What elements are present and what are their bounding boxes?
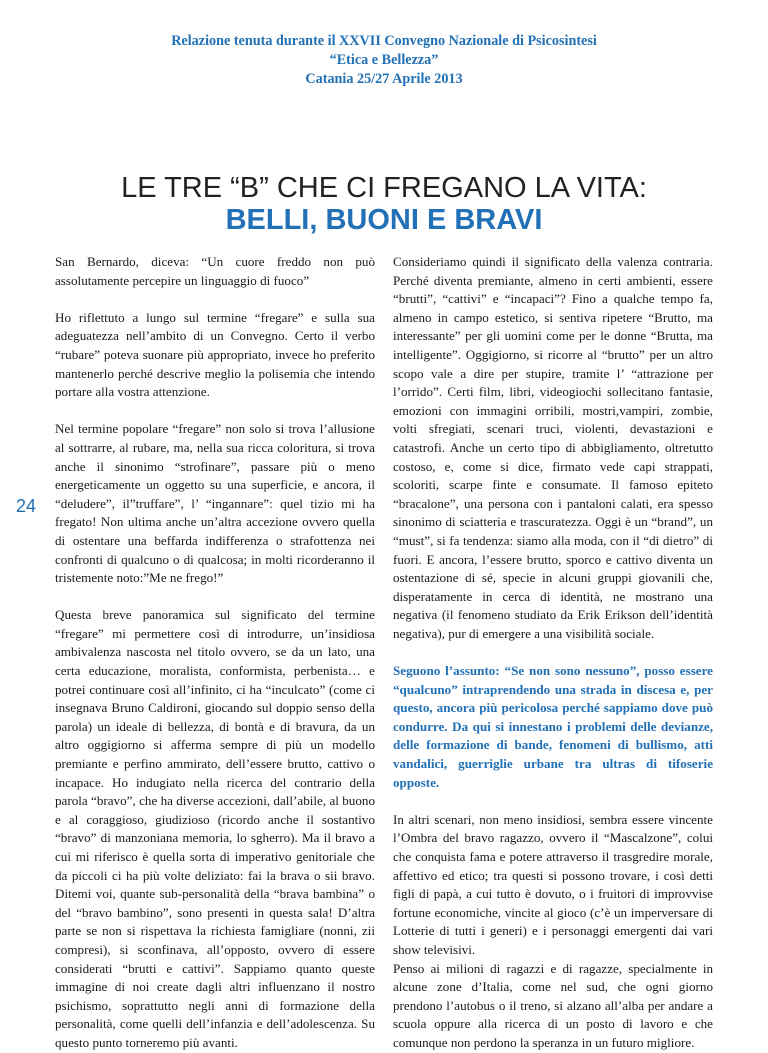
article-title	[0, 172, 768, 236]
paragraph: Nel termine popolare “fregare” non solo si trova l’allusione al sottrarre, al rubare, ma, nella sua ricca coloritura, si trova anche il sinonimo “strofinare”, passare più o meno energeticamente un oggetto su una superficie, e ancora, il “deludere”, il”truffare”, l’ “ingannare”: quel tizio mi ha fregato! Non ultima anche un’altra accezione ovvero quella di ostentare una beffarda indifferenza o strafottenza nei confronti di qualcuno o di qualcosa; in molti ricorderanno il tristemente noto:”Me ne frego!”	[55, 421, 375, 586]
right-column	[393, 253, 713, 1053]
title-line-1: LE TRE “B” CHE CI FREGANO LA VITA:	[121, 172, 647, 204]
paragraph: In altri scenari, non meno insidiosi, sembra essere vincente l’Ombra del bravo ragazzo, ovvero il “Mascalzone”, colui che conquista fama e potere attraverso il trasgredire morale, affettivo ed etico; tra questi si possono trovare, i così detti figli di papà, a cui tutto è dovuto, o i fruitori di improvvise fortune economiche, vincite al gioco (c’è un imperversare di Lotterie di tutti i generi) e i personaggi emergenti dai vari show televisivi.	[393, 811, 713, 957]
paragraph: San Bernardo, diceva: “Un cuore freddo non può assolutamente percepire un linguaggio di fuoco”	[55, 254, 375, 288]
page-number: 24	[16, 496, 37, 516]
title-line-2: BELLI, BUONI E BRAVI	[225, 204, 543, 236]
paragraph: Ho riflettuto a lungo sul termine “fregare” e sulla sua adeguatezza nell’ambito di un Convegno. Certo il verbo “rubare” poteva suonare più appropriato, invece ho preferito mantenerlo perché descrive meglio la polisemia che intendo portare alla vostra attenzione.	[55, 309, 375, 400]
paragraph: Questa breve panoramica sul significato del termine “fregare” mi permettere così di introdurre, un’insidiosa ambivalenza nascosta nel titolo ovvero, se da un lato, una certa educazione, moralista, conformista, perbenista… e potrei continuare così all’infinito, ci ha “inculcato” (come ci insegnava Bruno Caldironi, giocando sul doppio senso della parola) un ideale di bellezza, di bontà e di bravura, da un altro oggigiorno si afferma sempre di più un modello premiante e perfino ammirato, dell’essere brutto, cattivo o incapace. Ho indugiato nella ricerca del contrario della parola “bravo”, che ha diverse accezioni, dall’abile, al buono e al coraggioso, giudizioso (ricordo anche il sostantivo “bravo” di manzoniana memoria, lo sgherro). Ma il bravo a cui mi riferisco è quella sorta di imperativo genitoriale che da piccoli ci ha più volte deliziato: fai la brava o sii bravo. Ditemi voi, quante sub-personalità della “brava bambina” o del “bravo bambino”, sono presenti in questa sala! D’altra parte se non si rispettava la richiesta famigliare (nonni, zii compresi), si sconfinava, all’opposto, ovvero di essere considerati “brutti e cattivi”. Sappiamo quanto queste immagine di noi create dagli altri influenzano il nostro psichismo, soprattutto negli anni di formazione della personalità, come quelli dell’infanzia e dell’adolescenza. Su questo punto torneremo più avanti.	[55, 607, 375, 1050]
left-column	[55, 253, 375, 1053]
paragraph: Penso ai milioni di ragazzi e di ragazze, specialmente in alcune zone d’Italia, come nel sud, che ogni giorno prendono l’autobus o il treno, si alzano all’alba per andare a scuola oppure alla ricerca di un posto di lavoro e che comunque non perdono la speranza in un futuro migliore.	[393, 960, 713, 1050]
paragraph: Consideriamo quindi il significato della valenza contraria. Perché diventa premiante, almeno in certi ambienti, essere “brutti”, “cattivi” e “incapaci”? Fino a qualche tempo fa, almeno in campo estetico, si sentiva ripetere “Brutto, ma interessante” per gli uomini come per le donne “Brutta, ma intelligente”. Oggigiorno, si ricorre al “brutto” per un altro scopo vale a dire per stupire, tramite l’ “attrazione per l’orrido”. Certi film, libri, videogiochi sollecitano fantasie, emozioni con immagini orribili, mostri,vampiri, zombie, volti sfregiati, scenari truci, violenti, devastazioni e catastrofi. Anche un certo tipo di abbigliamento, oltretutto costoso, e, come si dice, firmato vede capi strappati, scoloriti, scarpe finte e consumate. Il famoso epiteto “bracalone”, una persona con i pantaloni calati, era spesso sinonimo di sciatteria e trascuratezza. Oggi è un “brand”, un “must”, si fa tendenza: siamo alla moda, con il “di dietro” di fuori. E ancora, l’essere brutto, sporco e cattivo diventa un ostentazione di sé, specie in alcuni gruppi giovanili che, disperatamente in cerca di identità, ne mostrano una negativa (il fenomeno studiato da Erik Erikson dell’identità negativa), pur di emergere a una visibilità sociale.	[393, 254, 713, 641]
header-line-place-date: Catania 25/27 Aprile 2013	[305, 71, 463, 87]
header-line-theme: “Etica e Bellezza”	[329, 52, 439, 68]
conference-header	[0, 32, 768, 89]
highlighted-paragraph: Seguono l’assunto: “Se non sono nessuno”, posso essere “qualcuno” intraprendendo una strada in discesa e, per questo, ancora più pericolosa perché sappiamo dove può condurre. Da qui si innestano i problemi delle devianze, delle formazione di bande, fenomeni di bullismo, atti vandalici, guerriglie urbane tra ultras di tifoserie opposte.	[393, 663, 713, 790]
header-line-conference: Relazione tenuta durante il XXVII Convegno Nazionale di Psicosintesi	[171, 33, 597, 49]
